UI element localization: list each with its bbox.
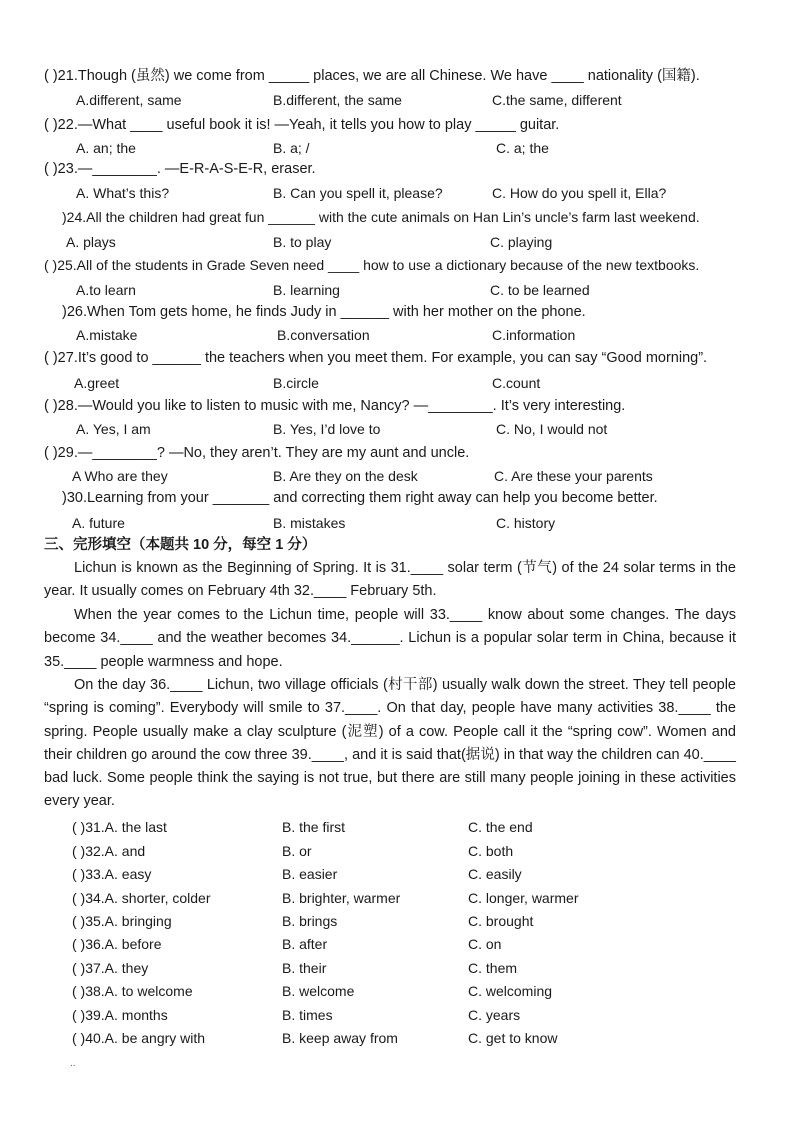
question-24-option-a: A. plays bbox=[66, 234, 116, 250]
cloze-39-option-c: C. years bbox=[468, 1007, 521, 1023]
cloze-39-option-a: ( )39.A. months bbox=[72, 1007, 168, 1023]
cloze-38-option-b: B. welcome bbox=[282, 983, 355, 999]
cloze-31-option-b: B. the first bbox=[282, 819, 346, 835]
question-29-stem: ( )29.—________? —No, they aren’t. They are my aunt and uncle. bbox=[44, 445, 470, 461]
question-23-option-b: B. Can you spell it, please? bbox=[273, 185, 443, 201]
question-22-option-c: C. a; the bbox=[496, 140, 549, 156]
cloze-32-option-b: B. or bbox=[282, 843, 312, 859]
question-26-option-c: C.information bbox=[492, 327, 576, 343]
question-26-option-b: B.conversation bbox=[277, 327, 370, 343]
question-26-stem: )26.When Tom gets home, he finds Judy in ______ with her mother on the phone. bbox=[62, 304, 586, 320]
cloze-35-option-c: C. brought bbox=[468, 913, 534, 929]
question-21-option-c: C.the same, different bbox=[492, 92, 622, 108]
cloze-31-option-a: ( )31.A. the last bbox=[72, 819, 167, 835]
question-27-option-c: C.count bbox=[492, 375, 541, 391]
section-heading: 三、完形填空（本题共 10 分，每空 1 分） bbox=[44, 537, 317, 553]
question-25-option-c: C. to be learned bbox=[490, 282, 590, 298]
passage-paragraph-3 bbox=[44, 674, 736, 814]
passage-paragraph-1 bbox=[44, 557, 736, 604]
question-29-option-a: A Who are they bbox=[72, 468, 168, 484]
cloze-31-option-c: C. the end bbox=[468, 819, 533, 835]
cloze-35-option-b: B. brings bbox=[282, 913, 338, 929]
question-24-option-c: C. playing bbox=[490, 234, 553, 250]
question-25-stem: ( )25.All of the students in Grade Seven need ____ how to use a dictionary because of the new textbooks. bbox=[44, 257, 700, 273]
cloze-36-option-b: B. after bbox=[282, 936, 328, 952]
question-27-option-b: B.circle bbox=[273, 375, 319, 391]
cloze-38-option-c: C. welcoming bbox=[468, 983, 553, 999]
question-25-option-a: A.to learn bbox=[76, 282, 136, 298]
question-23-stem: ( )23.—________. —E-R-A-S-E-R, eraser. bbox=[44, 161, 316, 177]
question-27-stem: ( )27.It’s good to ______ the teachers when you meet them. For example, you can say “Good morning”. bbox=[44, 350, 708, 366]
cloze-34-option-a: ( )34.A. shorter, colder bbox=[72, 890, 211, 906]
cloze-37-option-b: B. their bbox=[282, 960, 327, 976]
cloze-32-option-c: C. both bbox=[468, 843, 514, 859]
question-22-stem: ( )22.—What ____ useful book it is! —Yeah, it tells you how to play _____ guitar. bbox=[44, 117, 560, 133]
cloze-34-option-c: C. longer, warmer bbox=[468, 890, 579, 906]
cloze-40-option-c: C. get to know bbox=[468, 1030, 558, 1046]
cloze-33-option-a: ( )33.A. easy bbox=[72, 866, 152, 882]
passage-paragraph-3-text: On the day 36.____ Lichun, two village officials (村干部) usually walk down the street. They tell people “spring is coming”. Everybody will smile to 37.____. On that day, people have many activities 38.____ the spring. People usually make a clay sculpture (泥塑) of a cow. People call it the “spring cow”. Women and their children go around the cow three 39.____, and it is said that(据说) in that way the children can 40.____ bad luck. Some people think the saying is not true, but there are still many people joining in these activities every year. bbox=[44, 677, 736, 810]
question-21-option-a: A.different, same bbox=[76, 92, 182, 108]
question-24-stem: )24.All the children had great fun ______ with the cute animals on Han Lin’s uncle’s farm last weekend. bbox=[62, 209, 700, 225]
question-30-option-a: A. future bbox=[72, 515, 125, 531]
question-25-option-b: B. learning bbox=[273, 282, 340, 298]
question-21-stem: ( )21.Though (虽然) we come from _____ places, we are all Chinese. We have ____ nationality (国籍). bbox=[44, 68, 700, 84]
question-23-option-a: A. What’s this? bbox=[76, 185, 170, 201]
question-22-option-b: B. a; / bbox=[273, 140, 310, 156]
cloze-40-option-a: ( )40.A. be angry with bbox=[72, 1030, 206, 1046]
question-27-option-a: A.greet bbox=[74, 375, 120, 391]
question-24-option-b: B. to play bbox=[273, 234, 332, 250]
question-29-option-c: C. Are these your parents bbox=[494, 468, 653, 484]
question-21-option-b: B.different, the same bbox=[273, 92, 402, 108]
cloze-33-option-c: C. easily bbox=[468, 866, 522, 882]
cloze-32-option-a: ( )32.A. and bbox=[72, 843, 146, 859]
passage-paragraph-2-text: When the year comes to the Lichun time, people will 33.____ know about some changes. The days become 34.____ and the weather becomes 34.______. Lichun is a popular solar term in China, because it 35.____ people warmness and hope. bbox=[44, 607, 736, 670]
cloze-37-option-a: ( )37.A. they bbox=[72, 960, 149, 976]
scan-speck: .. bbox=[70, 1058, 76, 1069]
question-28-stem: ( )28.—Would you like to listen to music with me, Nancy? —________. It’s very interesting. bbox=[44, 398, 626, 414]
question-23-option-c: C. How do you spell it, Ella? bbox=[492, 185, 667, 201]
passage-paragraph-1-text: Lichun is known as the Beginning of Spring. It is 31.____ solar term (节气) of the 24 solar terms in the year. It usually comes on February 4th 32.____ February 5th. bbox=[44, 560, 736, 600]
question-29-option-b: B. Are they on the desk bbox=[273, 468, 418, 484]
question-26-option-a: A.mistake bbox=[76, 327, 138, 343]
passage-paragraph-2 bbox=[44, 604, 736, 674]
question-22-option-a: A. an; the bbox=[76, 140, 136, 156]
question-28-option-b: B. Yes, I’d love to bbox=[273, 421, 381, 437]
cloze-39-option-b: B. times bbox=[282, 1007, 333, 1023]
cloze-36-option-a: ( )36.A. before bbox=[72, 936, 162, 952]
question-30-option-c: C. history bbox=[496, 515, 556, 531]
question-28-option-c: C. No, I would not bbox=[496, 421, 608, 437]
cloze-36-option-c: C. on bbox=[468, 936, 502, 952]
question-28-option-a: A. Yes, I am bbox=[76, 421, 151, 437]
question-30-stem: )30.Learning from your _______ and correcting them right away can help you become better. bbox=[62, 490, 658, 506]
cloze-37-option-c: C. them bbox=[468, 960, 518, 976]
cloze-38-option-a: ( )38.A. to welcome bbox=[72, 983, 193, 999]
cloze-35-option-a: ( )35.A. bringing bbox=[72, 913, 172, 929]
cloze-33-option-b: B. easier bbox=[282, 866, 338, 882]
question-30-option-b: B. mistakes bbox=[273, 515, 346, 531]
cloze-34-option-b: B. brighter, warmer bbox=[282, 890, 401, 906]
cloze-40-option-b: B. keep away from bbox=[282, 1030, 398, 1046]
